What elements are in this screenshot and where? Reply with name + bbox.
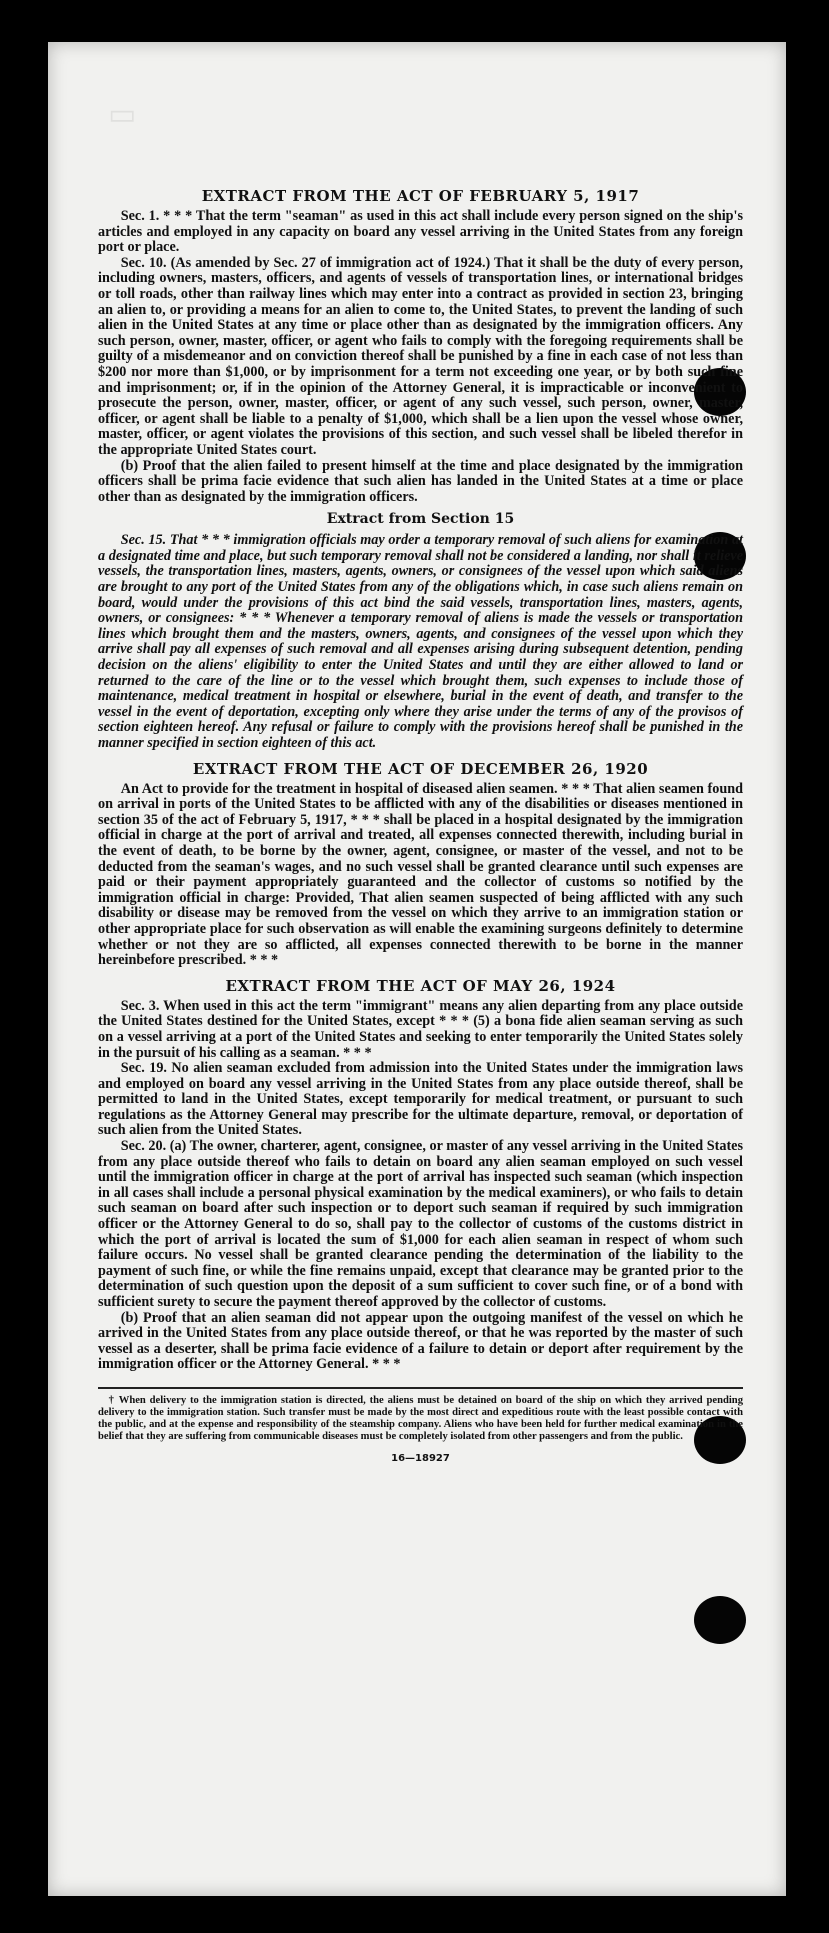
paragraph-sec-20-b: (b) Proof that an alien seaman did not appear upon the outgoing manifest of the vessel on which he arrived in the United States from any place outside thereof, or that he was reported by the master of such vessel as a deserter, shall be prima facie evidence of a failure to detain or deport after requirement by the immigration officer or the Attorney General. * * *: [98, 1309, 743, 1373]
heading-act-1920: EXTRACT FROM THE ACT OF DECEMBER 26, 1920: [192, 759, 649, 778]
print-code: 16—18927: [391, 1452, 450, 1464]
heading-section-15: Extract from Section 15: [326, 511, 515, 528]
paragraph-sec-19: Sec. 19. No alien seaman excluded from admission into the United States under the immigration laws and employed on board any vessel arriving in the United States from any place outside thereof, shall be permitted to land in the United States, except temporarily for medical treatment, or pursuant to such regulations as the Attorney General may prescribe for the ultimate departure, removal, or deportation of such alien from the United States.: [98, 1060, 743, 1139]
faded-stamp: ▭: [108, 97, 137, 132]
paragraph-sec-10-b: (b) Proof that the alien failed to present himself at the time and place designated by the immigration officers shall be prima facie evidence that such alien has landed in the United States at a time or place other than as designated by the immigration officers.: [98, 457, 743, 505]
paragraph-act-1920: An Act to provide for the treatment in hospital of diseased alien seamen. * * * That alien seamen found on arrival in ports of the United States to be afflicted with any of the disabilities or diseases mentioned in section 35 of the act of February 5, 1917, * * * shall be placed in a hospital designated by the immigration official in charge at the port of arrival and treated, all expenses connected therewith, including burial in the event of death, to be borne by the owner, agent, consignee, or master of the vessel, and not to be deducted from the seaman's wages, and no such vessel shall be granted clearance until such expenses are paid or their payment appropriately guaranteed and the collector of customs so notified by the immigration official in charge: Provided, That alien seamen suspected of being afflicted with any such disability or disease may be removed from the vessel on which they arrive to an immigration station or other appropriate place for such observation as will enable the examining surgeons definitely to determine whether or not they are so afflicted, all expenses connected therewith to be borne in the manner hereinbefore prescribed. * * *: [98, 780, 743, 969]
footnote-divider: [98, 1387, 743, 1389]
document-body: [98, 187, 743, 1464]
document-page: [48, 42, 786, 1896]
paragraph-sec-10: Sec. 10. (As amended by Sec. 27 of immigration act of 1924.) That it shall be the duty of every person, including owners, masters, officers, and agents of vessels of transportation lines, or international bridges or toll roads, other than railway lines which may enter into a contract as provided in section 23, bringing an alien to, or providing a means for an alien to come to, the United States, to prevent the landing of such alien in the United States at any time or place other than as designated by the immigration officers. Any such person, owner, master, officer, or agent who fails to comply with the foregoing requirements shall be guilty of a misdemeanor and on conviction thereof shall be punished by a fine in each case of not less than $200 nor more than $1,000, or by imprisonment for a term not exceeding one year, or by both such fine and imprisonment; or, if in the opinion of the Attorney General, it is impracticable or inconvenient to prosecute the person, owner, master, officer, or agent of any such vessel, such person, owner, master, officer, or agent shall be liable to a penalty of $1,000, which shall be a lien upon the vessel whose owner, master, officer, or agent violates the provisions of this section, and such vessel shall be libeled therefor in the appropriate United States court.: [98, 254, 743, 458]
paragraph-sec-20-a: Sec. 20. (a) The owner, charterer, agent, consignee, or master of any vessel arriving in the United States from any place outside thereof who fails to detain on board any alien seaman employed on such vessel until the immigration officer in charge at the port of arrival has inspected such seaman (which inspection in all cases shall include a personal physical examination by the medical examiners), or who fails to detain such seaman on board after such inspection or to deport such seaman if required by such immigration officer or the Attorney General to do so, shall pay to the collector of customs of the customs district in which the port of arrival is located the sum of $1,000 for each alien seaman in respect of whom such failure occurs. No vessel shall be granted clearance pending the determination of the liability to the payment of such fine, or while the fine remains unpaid, except that clearance may be granted prior to the determination of such question upon the deposit of a sum sufficient to cover such fine, or of a bond with sufficient surety to secure the payment thereof approved by the collector of customs.: [98, 1138, 743, 1310]
punch-hole-4: [694, 1596, 746, 1644]
footnote: † When delivery to the immigration station is directed, the aliens must be detained on board of the ship on which they arrived pending delivery to the immigration station. Such transfer must be made by the most direct and expeditious route with the least possible contact with the public, and at the expense and responsibility of the steamship company. Aliens who have been held for further medical examination in the belief that they are suffering from communicable diseases must be completely isolated from other passengers and from the public.: [98, 1394, 743, 1442]
heading-act-1917: EXTRACT FROM THE ACT OF FEBRUARY 5, 1917: [201, 187, 640, 205]
paragraph-sec-15: Sec. 15. That * * * immigration officials may order a temporary removal of such aliens for examination at a designated time and place, but such temporary removal shall not be considered a landing, nor shall it relieve vessels, the transportation lines, masters, agents, owners, or consignees of the vessel upon which said aliens are brought to any port of the United States from any of the obligations which, in case such aliens remain on board, would under the provisions of this act bind the said vessels, transportation lines, masters, agents, owners, or consignees: * * * Whenever a temporary removal of aliens is made the vessels or transportation lines which brought them and the masters, owners, agents, and consignees of the vessel upon which they arrive shall pay all expenses of such removal and all expenses arising during subsequent detention, pending decision on the aliens' eligibility to enter the United States and until they are either allowed to land or returned to the care of the line or to the vessel which brought them, such expenses to include those of maintenance, medical treatment in hospital or elsewhere, burial in the event of death, and transfer to the vessel in the event of deportation, excepting only where they arise under the terms of any of the provisos of section eighteen hereof. Any refusal or failure to comply with the provisions hereof shall be punished in the manner specified in section eighteen of this act.: [98, 532, 743, 751]
paragraph-sec-1: Sec. 1. * * * That the term "seaman" as used in this act shall include every person signed on the ship's articles and employed in any capacity on board any vessel arriving in the United States from any foreign port or place.: [98, 208, 743, 256]
heading-act-1924: EXTRACT FROM THE ACT OF MAY 26, 1924: [225, 976, 616, 995]
paragraph-sec-3: Sec. 3. When used in this act the term "immigrant" means any alien departing from any place outside the United States destined for the United States, except * * * (5) a bona fide alien seaman serving as such on a vessel arriving at a port of the United States and seeking to enter temporarily the United States solely in the pursuit of his calling as a seaman. * * *: [98, 997, 743, 1061]
